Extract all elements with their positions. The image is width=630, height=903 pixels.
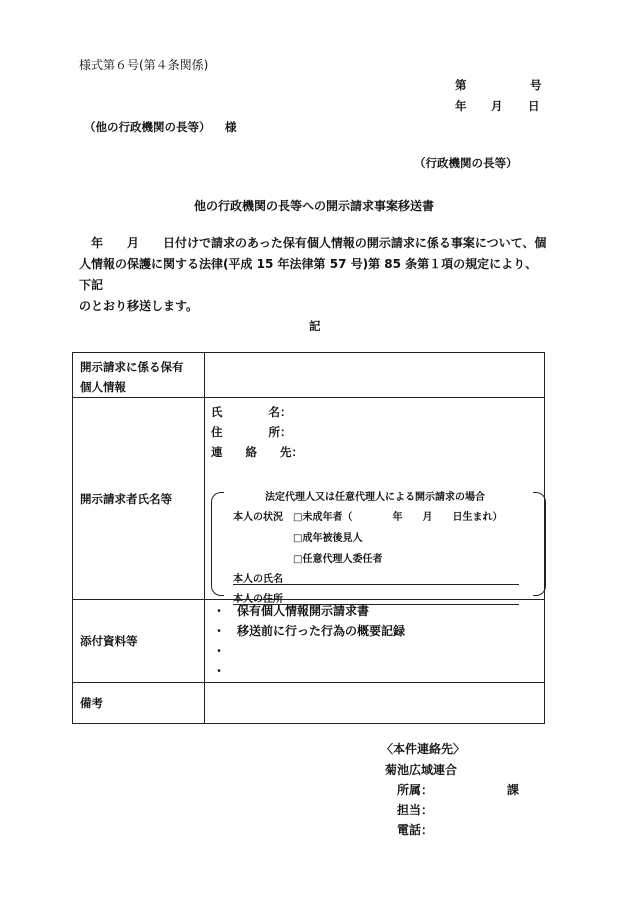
row1-label-a: 開示請求に係る保有 [80, 360, 184, 374]
body-line-3: のとおり移送します。 [79, 299, 199, 313]
contact-label: 連 絡 先： [211, 445, 303, 459]
recipient-honorific: 様 [225, 120, 237, 134]
body-line-2: 人情報の保護に関する法律(平成 15 年法律第 57 号)第 85 条第１項の規定により、下記 [79, 257, 538, 292]
date-month: 月 [491, 99, 503, 113]
agent-option: □任意代理人委任者 [293, 554, 383, 565]
body-text [79, 233, 549, 317]
attachment-item: ・ [213, 664, 226, 678]
row4-label [73, 683, 205, 724]
form-number: 様式第６号(第４条関係) [79, 58, 209, 72]
minor-option: □未成年者（ 年 月 日生まれ） [293, 512, 503, 523]
principal-name-label: 本人の氏名 [233, 574, 283, 585]
ward-option: □成年被後見人 [293, 533, 363, 544]
row1-value[interactable] [205, 353, 545, 398]
number-prefix: 第 [455, 78, 467, 92]
contact-dept-label: 所属： [397, 783, 434, 797]
contact-dept-suffix: 課 [507, 783, 520, 797]
row3-label [73, 600, 205, 683]
date-day: 日 [528, 99, 540, 113]
contact-phone-label: 電話： [397, 823, 434, 837]
row3-value [205, 600, 545, 683]
contact-heading: 〈本件連絡先〉 [381, 742, 466, 756]
row3-label-text: 添付資料等 [80, 634, 138, 648]
date-year: 年 [455, 99, 467, 113]
contact-org: 菊池広域連合 [385, 763, 458, 777]
row2-label [73, 398, 205, 600]
row1-label-b: 個人情報 [80, 380, 126, 394]
sender: （行政機関の長等） [414, 156, 518, 170]
principal-name-line [233, 584, 519, 585]
row2-value [205, 398, 545, 605]
row1-label [73, 353, 205, 398]
page-title: 他の行政機関の長等への開示請求事案移送書 [194, 199, 435, 213]
body-line-1: 年 月 日付けで請求のあった保有個人情報の開示請求に係る事案について、個 [79, 236, 547, 250]
principal-address-label: 本人の住所 [233, 594, 283, 605]
name-label: 氏 名： [211, 405, 292, 419]
row4-value[interactable] [205, 683, 545, 724]
attachment-item: ・ 保有個人情報開示請求書 [213, 604, 370, 618]
number-suffix: 号 [530, 78, 542, 92]
status-label: 本人の状況 [233, 512, 283, 523]
attachment-item: ・ 移送前に行った行為の概要記録 [213, 624, 406, 638]
row4-label-text: 備考 [80, 696, 103, 710]
contact-person-label: 担当： [397, 803, 434, 817]
ki-label: 記 [309, 319, 321, 333]
transfer-table [72, 352, 545, 724]
right-bracket [533, 492, 546, 596]
row2-label-text: 開示請求者氏名等 [80, 491, 172, 506]
agent-heading: 法定代理人又は任意代理人による開示請求の場合 [265, 492, 485, 503]
left-bracket [211, 492, 224, 596]
attachment-item: ・ [213, 644, 226, 658]
address-label: 住 所： [211, 425, 292, 439]
recipient: （他の行政機関の長等） [84, 120, 211, 134]
